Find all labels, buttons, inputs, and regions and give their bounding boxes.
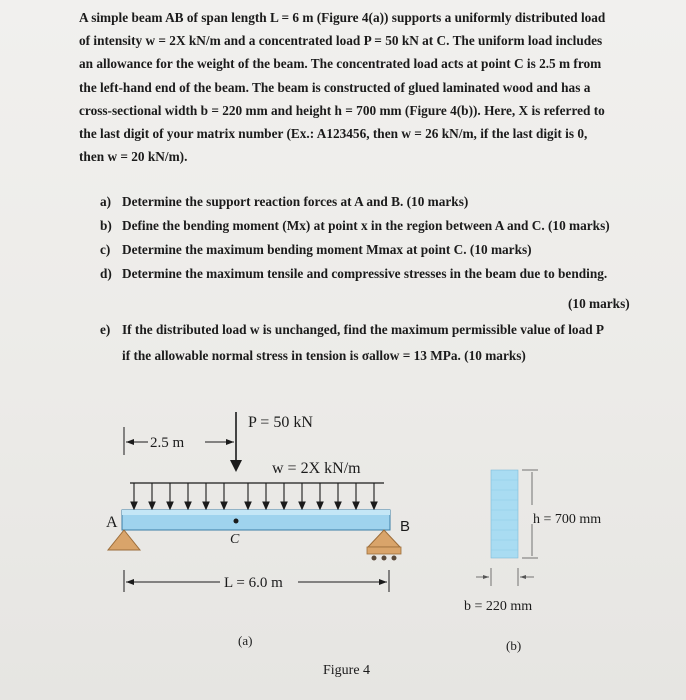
question-label: a): [100, 194, 112, 209]
problem-line: A simple beam AB of span length L = 6 m (Figure 4(a)) supports a uniformly distributed load: [79, 10, 606, 25]
question-d: [100, 266, 607, 282]
question-text: Determine the maximum bending moment Mmax at point C. (10 marks): [122, 242, 532, 257]
problem-line: cross-sectional width b = 220 mm and height h = 700 mm (Figure 4(b)). Here, X is referred to: [79, 102, 605, 118]
width-b-label: b = 220 mm: [464, 599, 533, 614]
question-label: b): [100, 218, 112, 233]
b-arrowhead: [520, 575, 526, 579]
problem-line: an allowance for the weight of the beam. The concentrated load acts at point C is 2.5 m from: [79, 56, 602, 72]
problem-line: the left-hand end of the beam. The beam is constructed of glued laminated wood and has a: [79, 79, 591, 95]
question-d-marks: (10 marks): [568, 296, 630, 311]
span-arrowhead: [379, 579, 387, 585]
pin-support-A: [108, 530, 140, 550]
question-label: d): [100, 266, 112, 281]
problem-line: then w = 20 kN/m).: [79, 149, 188, 165]
point-C-marker: [234, 519, 239, 524]
question-b: [100, 218, 610, 234]
question-text: If the distributed load w is unchanged, find the maximum permissible value of load P: [122, 322, 605, 337]
question-text: Define the bending moment (Mx) at point x in the region between A and C. (10 marks): [122, 218, 610, 233]
load-w-label: w = 2X kN/m: [272, 460, 361, 477]
dim-arrowhead: [226, 439, 234, 445]
height-h-label: h = 700 mm: [533, 512, 602, 527]
point-C-label: C: [230, 532, 240, 547]
problem-statement: [79, 6, 659, 168]
point-A-label: A: [106, 514, 118, 531]
span-arrowhead: [126, 579, 134, 585]
roller-base: [367, 547, 401, 554]
load-P-label: P = 50 kN: [248, 414, 313, 431]
distributed-load-arrows: [131, 483, 377, 509]
figure-4: [0, 400, 686, 700]
point-B-label: B: [400, 518, 411, 535]
beam-highlight: [122, 510, 390, 515]
question-a: [100, 194, 468, 210]
b-arrowhead: [483, 575, 489, 579]
figure-caption: Figure 4: [323, 663, 371, 678]
question-text: Determine the maximum tensile and compressive stresses in the beam due to bending.: [122, 266, 608, 281]
dist-2-5m-label: 2.5 m: [150, 435, 185, 451]
dim-arrowhead: [126, 439, 134, 445]
problem-line: of intensity w = 2X kN/m and a concentrated load P = 50 kN at C. The uniform load includes: [79, 33, 603, 49]
problem-line: the last digit of your matrix number (Ex.: A123456, then w = 26 kN/m, if the last digit is 0,: [79, 126, 588, 142]
question-e: [100, 322, 604, 338]
question-e-continued: if the allowable normal stress in tension is σallow = 13 MPa. (10 marks): [122, 348, 526, 363]
caption-b: (b): [506, 638, 522, 653]
caption-a: (a): [238, 633, 253, 648]
cross-section: [491, 470, 518, 558]
question-label: c): [100, 242, 111, 257]
span-L-label: L = 6.0 m: [224, 575, 283, 591]
question-label: e): [100, 322, 111, 337]
load-P-arrowhead: [230, 460, 242, 472]
question-text: Determine the support reaction forces at A and B. (10 marks): [122, 194, 469, 209]
roller-wheels: [372, 556, 397, 561]
roller-support-B: [368, 530, 400, 547]
question-c: [100, 242, 532, 258]
